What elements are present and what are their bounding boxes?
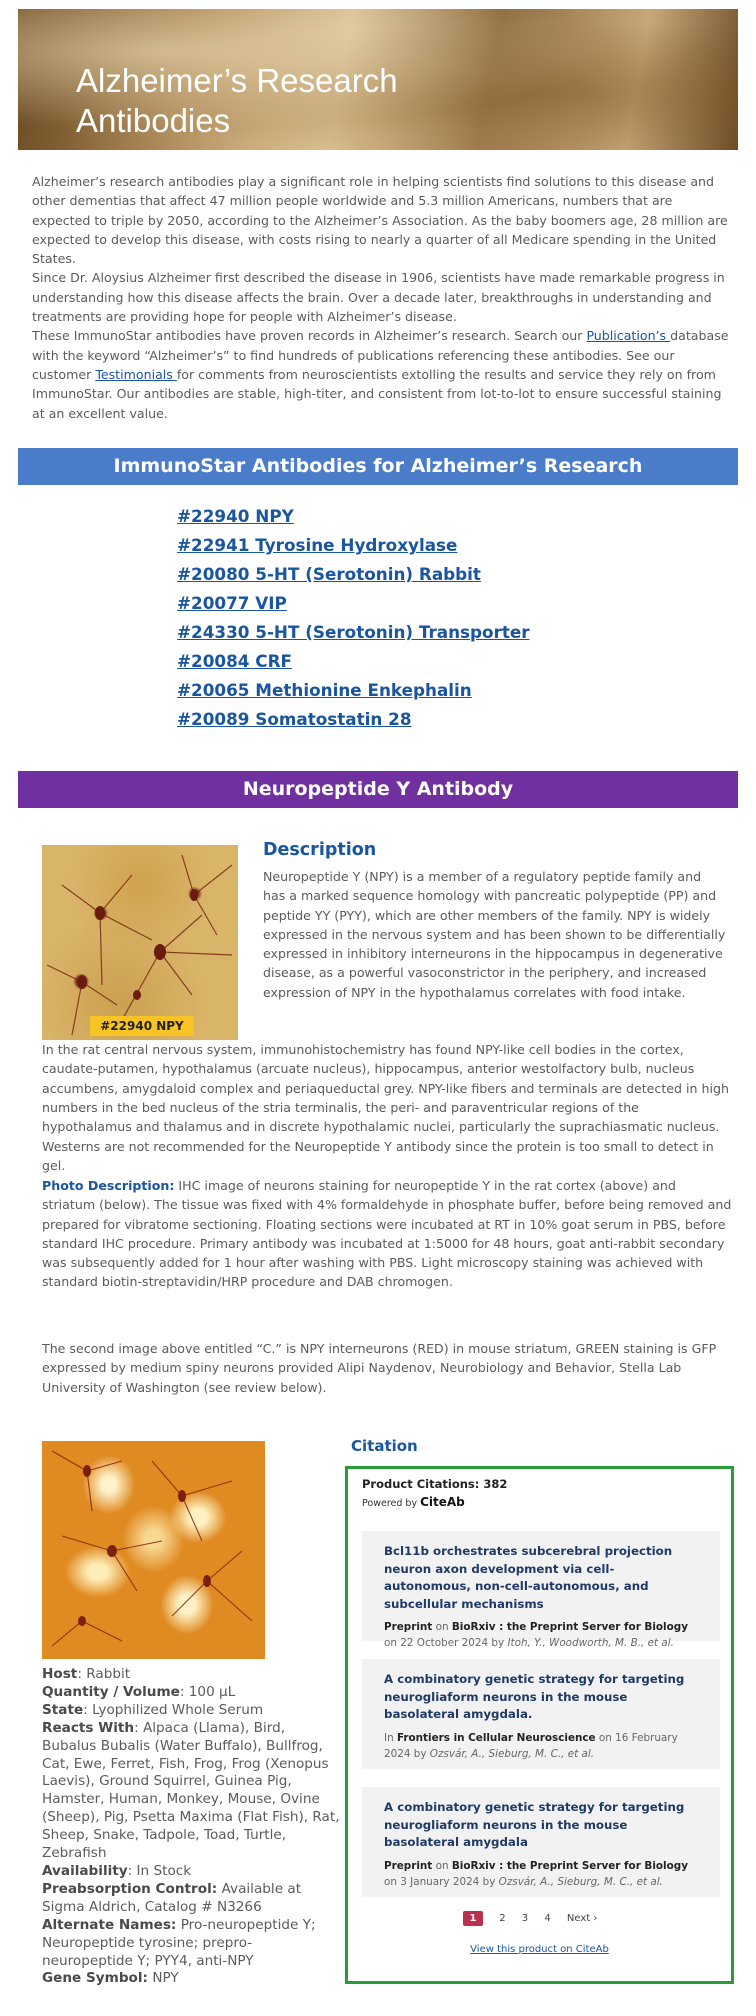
spec-availability: Availability: In Stock: [42, 1862, 192, 1879]
intro-paragraph-3: These ImmunoStar antibodies have proven records in Alzheimer’s research. Search our Publication’s database with the keyword “Alzheimer’s” to find hundreds of publications referencing these antibodies. See our customer Testimonials for comments from neuroscientists extolling the results and service they rely on from ImmunoStar. Our antibodies are stable, high-titer, and consistent from lot-to-lot to ensure successful staining at an excellent value.: [32, 328, 729, 421]
publications-link[interactable]: Publication’s: [586, 328, 671, 344]
powered-by: Powered by CiteAb: [362, 1495, 465, 1509]
ihc-image-striatum: [42, 1441, 265, 1659]
citation-heading: Citation: [351, 1437, 418, 1455]
description-paragraph-1: Neuropeptide Y (NPY) is a member of a regulatory peptide family and has a marked sequence homology with pancreatic polypeptide (PP) and peptide YY (PYY), which are other members of the family. NPY is widely expressed in the nervous system and has been shown to be differentially expressed in inhibitory interneurons in the hippocampus in degenerative disease, as a powerful vasoconstrictor in the periphery, and increased expression of NPY in the hypothalamus correlates with food intake.: [263, 869, 726, 1000]
description-heading: Description: [263, 840, 377, 860]
intro-paragraph-2: Since Dr. Aloysius Alzheimer first described the disease in 1906, scientists have made remarkable progress in understanding how this disease affects the brain. Over a decade later, breakthroughs in understanding and treatments are providing hope for people with Alzheimer’s disease.: [32, 270, 725, 325]
photo-description: Photo Description: IHC image of neurons staining for neuropeptide Y in the rat cortex (above) and striatum (below). The tissue was fixed with 4% formaldehyde in phosphate buffer, before being removed and prepared for vibratome sectioning. Floating sections were incubated at RT in 10% goat serum in PBS, before standard IHC procedure. Primary antibody was incubated at 1:5000 for 48 hours, goat anti-rabbit secondary was subsequently added for 1 hour after washing with PBS. Light microscopy staining was achieved with standard biotin-streptavidin/HRP procedure and DAB chromogen.: [42, 1178, 732, 1290]
citation-meta: Preprint on BioRxiv : the Preprint Server for Biology on 22 October 2024 by Itoh, Y., Woodworth, M. B., et al.: [384, 1621, 688, 1650]
section-header-npy: Neuropeptide Y Antibody: [18, 771, 738, 808]
citation-count: Product Citations: 382: [362, 1477, 508, 1491]
product-link[interactable]: #24330 5-HT (Serotonin) Transporter: [177, 622, 530, 642]
spec-gene-symbol: Gene Symbol: NPY: [42, 1970, 179, 1987]
list-item: [177, 622, 530, 651]
page-button[interactable]: 4: [544, 1913, 551, 1924]
list-item: [177, 680, 530, 709]
intro-paragraph-1: Alzheimer’s research antibodies play a significant role in helping scientists find solutions to this disease and other dementias that affect 47 million people worldwide and 5.3 million Americans, numbers that are expected to triple by 2050, according to the Alzheimer’s Association. As the baby boomers age, 28 million are expected to develop this disease, with costs rising to nearly a quarter of all Medicare spending in the United States.: [32, 174, 728, 267]
pagination: [463, 1911, 610, 1926]
citation-card[interactable]: [362, 1659, 720, 1769]
description-paragraph-2: In the rat central nervous system, immunohistochemistry has found NPY-like cell bodies in the cortex, caudate-putamen, hypothalamus (arcuate nucleus), hippocampus, anterior westolfactory bulb, nucleus accumbens, amygdaloid complex and periaqueductal grey. NPY-like fibers and terminals are detected in high numbers in the bed nucleus of the stria terminalis, the peri- and paraventricular regions of the hypothalamus and thalamus and in discrete hypothalamic nuclei, particularly the suprachiasmatic nucleus.: [42, 1042, 729, 1135]
product-link[interactable]: #20080 5-HT (Serotonin) Rabbit: [177, 564, 481, 584]
list-item: [177, 535, 530, 564]
product-link[interactable]: #20089 Somatostatin 28: [177, 709, 412, 729]
view-on-citeab-link[interactable]: View this product on CiteAb: [470, 1944, 609, 1955]
product-link[interactable]: #20077 VIP: [177, 593, 287, 613]
hero-banner: [18, 9, 738, 150]
next-page-button[interactable]: Next ›: [566, 1913, 598, 1924]
product-link[interactable]: #20065 Methionine Enkephalin: [177, 680, 472, 700]
spec-reacts-with: Reacts With: Alpaca (Llama), Bird, Bubalus Bubalis (Water Buffalo), Bullfrog, Cat, Ewe, Ferret, Fish, Frog, Frog (Xenopus Laevis), Ground Squirrel, Guinea Pig, Hamster, Human, Monkey, Mouse, Ovine (Sheep), Pig, Psetta Maxima (Flat Fish), Rat, Sheep, Snake, Tadpole, Toad, Turtle, Zebrafish: [42, 1719, 340, 1862]
page-button-current[interactable]: 1: [463, 1911, 483, 1926]
spec-quantity: Quantity / Volume: 100 µL: [42, 1683, 236, 1700]
citation-meta: Preprint on BioRxiv : the Preprint Server for Biology on 3 January 2024 by Ozsvár, A., Sieburg, M. C., et al.: [384, 1859, 688, 1888]
section-header-antibodies: ImmunoStar Antibodies for Alzheimer’s Research: [18, 448, 738, 485]
spec-state: State: Lyophilized Whole Serum: [42, 1701, 264, 1718]
spec-preabsorption: Preabsorption Control: Available at Sigma Aldrich, Catalog # N3266: [42, 1880, 302, 1915]
product-link[interactable]: #22941 Tyrosine Hydroxylase: [177, 535, 458, 555]
description-paragraph-5: The second image above entitled “C.” is NPY interneurons (RED) in mouse striatum, GREEN staining is GFP expressed by medium spiny neurons provided Alipi Naydenov, Neurobiology and Behavior, Stella Lab University of Washington (see review below).: [42, 1341, 717, 1395]
page-button[interactable]: 2: [499, 1913, 506, 1924]
neuron-drawing: [42, 845, 238, 1040]
spec-alternate-names: Alternate Names: Pro-neuropeptide Y; Neuropeptide tyrosine; prepro-neuropeptide Y; PYY4, anti-NPY: [42, 1916, 316, 1969]
photo-description-label: Photo Description:: [42, 1178, 175, 1193]
list-item: [177, 564, 530, 593]
product-specs: [42, 1666, 342, 1988]
citation-title[interactable]: A combinatory genetic strategy for targeting neurogliaform neurons in the mouse basolateral amygdala.: [384, 1672, 685, 1721]
testimonials-link[interactable]: Testimonials: [95, 366, 177, 382]
product-link[interactable]: #22940 NPY: [177, 506, 294, 526]
citation-card[interactable]: [362, 1787, 720, 1897]
citation-card[interactable]: [362, 1531, 720, 1650]
citeab-logo: CiteAb: [420, 1495, 465, 1509]
list-item: [177, 593, 530, 622]
list-item: [177, 651, 530, 680]
page-button[interactable]: 3: [521, 1913, 529, 1924]
description-paragraph-3: Westerns are not recommended for the Neuropeptide Y antibody since the protein is too small to detect in gel.: [42, 1139, 714, 1174]
list-item: [177, 506, 530, 535]
citation-title[interactable]: Bcl11b orchestrates subcerebral projection neuron axon development via cell-autonomous, non-cell-autonomous, and subcellular mechanisms: [384, 1544, 673, 1611]
neuron-drawing: [42, 1441, 265, 1659]
page-title: Alzheimer’s Research Antibodies: [76, 62, 398, 140]
list-item: [177, 709, 530, 738]
spec-host: Host: Rabbit: [42, 1666, 131, 1682]
image-label: #22940 NPY: [90, 1016, 194, 1036]
product-link[interactable]: #20084 CRF: [177, 651, 292, 671]
citation-title[interactable]: A combinatory genetic strategy for targeting neurogliaform neurons in the mouse basolateral amygdala: [384, 1800, 685, 1849]
ihc-image-cortex: [42, 845, 238, 1040]
product-link-list: [177, 506, 530, 738]
intro-text: [32, 172, 732, 423]
citeab-widget: [345, 1466, 734, 1984]
citation-meta: In Frontiers in Cellular Neuroscience on 16 February 2024 by Ozsvár, A., Sieburg, M. C., et al.: [384, 1731, 678, 1760]
